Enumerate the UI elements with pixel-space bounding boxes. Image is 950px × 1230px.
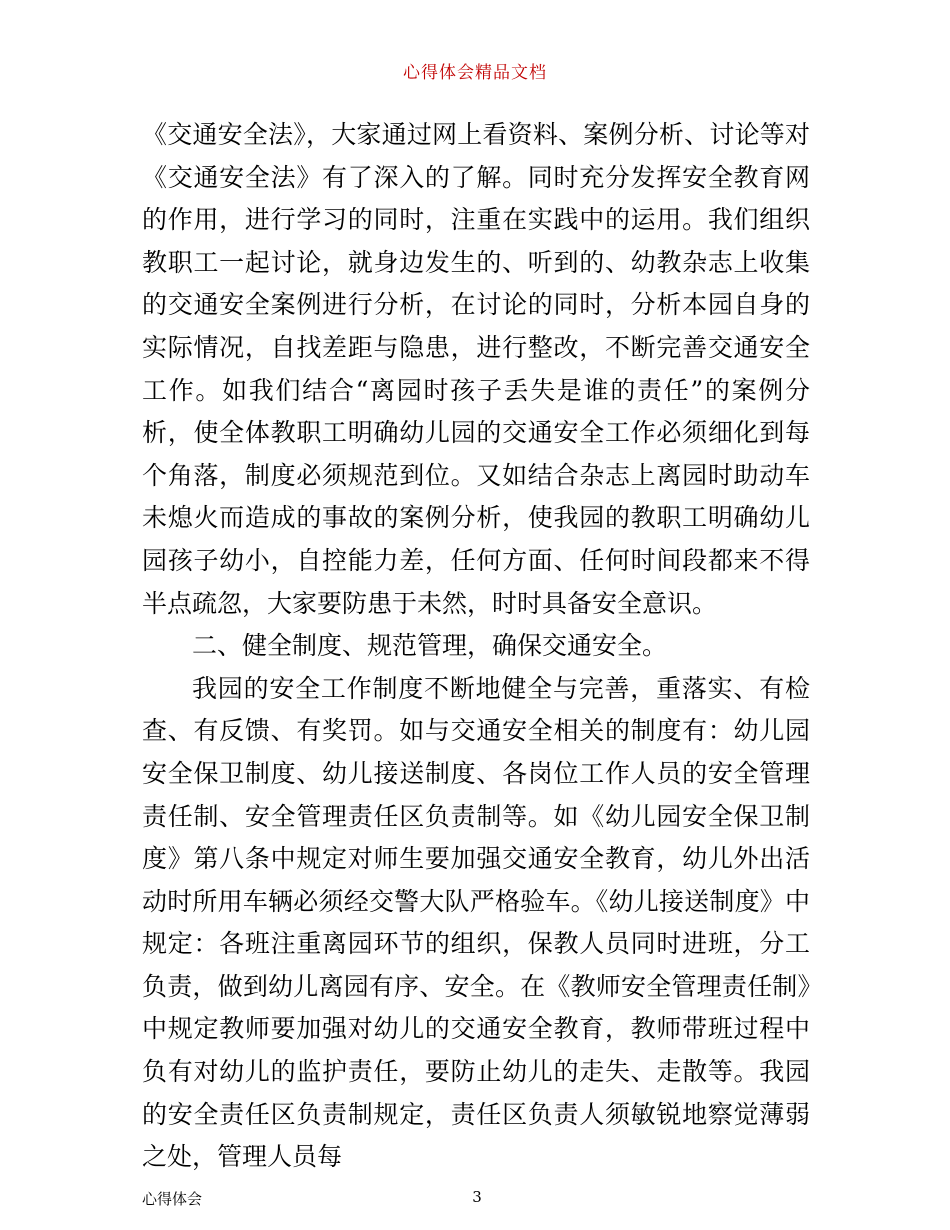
page-number: 3 (472, 1188, 482, 1206)
section-heading: 二、健全制度、规范管理，确保交通安全。 (192, 631, 668, 661)
page-header-title: 心得体会精品文档 (403, 63, 547, 83)
paragraph: 我园的安全工作制度不断地健全与完善，重落实、有检查、有反馈、有奖罚。如与交通安全相关的制度有：幼儿园安全保卫制度、幼儿接送制度、各岗位工作人员的安全管理责任制、安全管理责任区负责制等。如《幼儿园安全保卫制度》第八条中规定对师生要加强交通安全教育，幼儿外出活动时所用车辆必须经交警大队严格验车。《幼儿接送制度》中规定：各班注重离园环节的组织，保教人员同时进班，分工负责，做到幼儿离园有序、安全。在《教师安全管理责任制》中规定教师要加强对幼儿的交通安全教育，教师带班过程中负有对幼儿的监护责任，要防止幼儿的走失、走散等。我园的安全责任区负责制规定，责任区负责人须敏锐地察觉薄弱之处，管理人员每 (142, 673, 810, 1172)
page-footer (142, 1188, 810, 1210)
paragraph-continuation: 《交通安全法》，大家通过网上看资料、案例分析、讨论等对《交通安全法》有了深入的了解。同时充分发挥安全教育网的作用，进行学习的同时，注重在实践中的运用。我们组织教职工一起讨论，就身边发生的、听到的、幼教杂志上收集的交通安全案例进行分析，在讨论的同时，分析本园自身的实际情况，自找差距与隐患，进行整改，不断完善交通安全工作。如我们结合“离园时孩子丢失是谁的责任”的案例分析，使全体教职工明确幼儿园的交通安全工作必须细化到每个角落，制度必须规范到位。又如结合杂志上离园时助动车未熄火而造成的事故的案例分析，使我园的教职工明确幼儿园孩子幼小，自控能力差，任何方面、任何时间段都来不得半点疏忽，大家要防患于未然，时时具备安全意识。 (142, 120, 810, 618)
footer-label: 心得体会 (142, 1190, 203, 1208)
document-body (142, 114, 810, 1179)
